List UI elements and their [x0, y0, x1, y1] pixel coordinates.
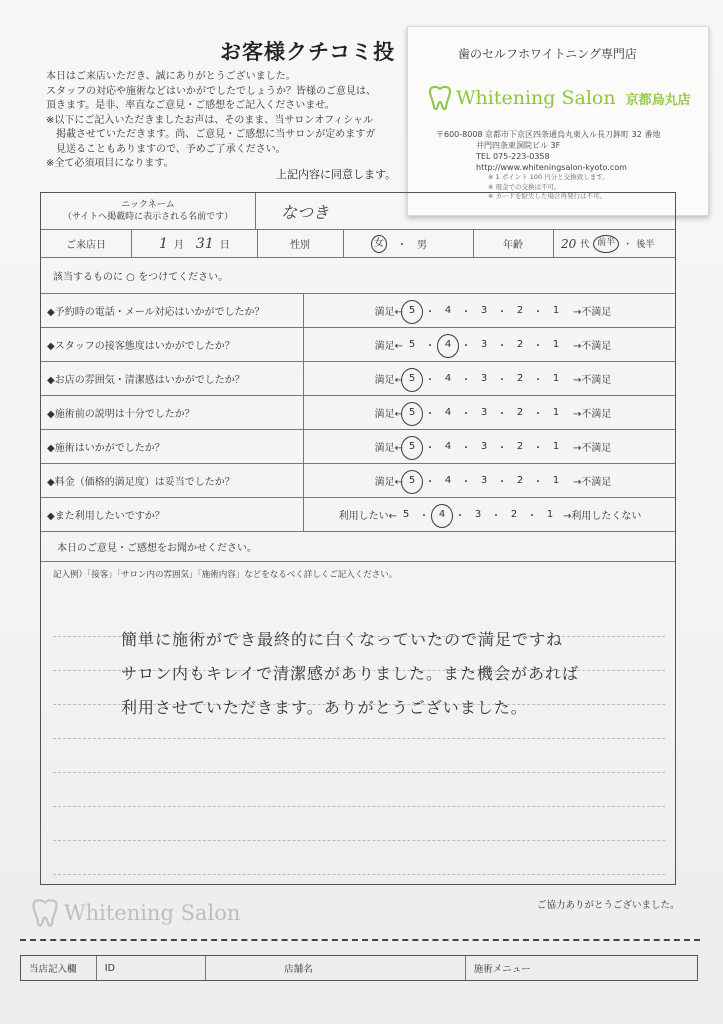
rating-option-4[interactable]: 4	[444, 475, 452, 486]
rating-option-1[interactable]: 1	[552, 407, 560, 418]
rating-option-4[interactable]: 4	[433, 509, 451, 520]
scale-right-label: →不満足	[573, 409, 612, 420]
rating-option-4[interactable]: 4	[444, 407, 452, 418]
rating-option-5[interactable]: 5	[402, 509, 410, 520]
address-line: 〒600-8008 京都市下京区四条通烏丸東入ル長刀鉾町 32 番地	[436, 130, 661, 139]
age-value: 20	[561, 236, 577, 251]
scale-left-label: 満足←	[374, 477, 403, 488]
intro-line: ※全て必須項目になります。	[46, 158, 174, 169]
intro-line: 本日はご来店いただき、誠にありがとうございました。	[46, 71, 296, 82]
rating-option-1[interactable]: 1	[546, 509, 554, 520]
nickname-row	[41, 193, 675, 229]
instruction-row	[41, 257, 675, 293]
office-menu[interactable]: 施術メニュー	[473, 964, 531, 975]
question-text: ◆予約時の電話・メール対応はいかがでしたか？	[47, 307, 265, 318]
age-choice[interactable]	[561, 230, 677, 257]
card-address	[436, 129, 696, 173]
rating-option-5[interactable]: 5	[408, 339, 416, 350]
intro-line: ※以下にご記入いただきましたお声は、そのまま、当サロンオフィシャル	[46, 114, 374, 126]
rating-option-2[interactable]: 2	[516, 441, 524, 452]
gender-female: 女	[371, 235, 387, 253]
thanks-text: ご協力ありがとうございました。	[537, 900, 680, 911]
question-row	[41, 429, 675, 463]
rating-option-1[interactable]: 1	[552, 475, 560, 486]
scale-right-label: →不満足	[573, 375, 612, 386]
visit-label: ご来店日	[66, 240, 106, 251]
scale-left-label: 満足←	[374, 443, 403, 454]
comment-heading: 本日のご意見・ご感想をお聞かせください。	[57, 543, 257, 554]
tooth-icon	[28, 898, 62, 928]
visit-month: 1	[159, 235, 168, 252]
scale-right-label: →不満足	[573, 341, 612, 352]
comment-text[interactable]	[121, 623, 661, 725]
address-line: 井門四条東洞院ビル 3F	[476, 141, 561, 150]
question-row	[41, 293, 675, 327]
intro-text	[46, 70, 416, 172]
nickname-label-title: ニックネーム	[121, 200, 175, 210]
rating-option-2[interactable]: 2	[516, 305, 524, 316]
question-text: ◆スタッフの接客態度はいかがでしたか？	[47, 341, 235, 352]
visit-day-unit: 日	[219, 240, 230, 251]
question-text: ◆施術前の説明は十分でしたか？	[47, 409, 195, 420]
age-first-half: 前半	[593, 235, 619, 253]
card-tagline: 歯のセルフホワイトニング専門店	[458, 47, 637, 61]
scale-left-label: 満足←	[374, 341, 403, 352]
scale-right-label: →不満足	[573, 307, 612, 318]
visit-month-unit: 月	[173, 240, 184, 251]
gender-separator: ・	[397, 240, 407, 251]
instruction-text: 該当するものに ○ をつけてください。	[53, 272, 229, 283]
rating-option-2[interactable]: 2	[516, 407, 524, 418]
rating-option-4[interactable]: 4	[444, 441, 452, 452]
rating-option-3[interactable]: 3	[480, 441, 488, 452]
divider	[255, 193, 256, 229]
comment-line: 利用させていただきます。ありがとうございました。	[121, 698, 528, 717]
intro-line: 見送ることもありますので、予めご了承ください。	[46, 143, 286, 155]
tooth-icon	[426, 85, 454, 111]
rating-scale[interactable]: 満足← 5 ・ 4 ・ 3 ・ 2 ・ 1 →不満足	[303, 294, 677, 327]
age-unit: 代	[580, 240, 590, 250]
footer-brand: Whitening Salon	[64, 901, 241, 925]
nickname-label-note: （サイトへ掲載時に表示される名前です）	[62, 212, 234, 222]
question-row	[41, 327, 675, 361]
info-row	[41, 229, 675, 257]
rating-option-3[interactable]: 3	[480, 339, 488, 350]
divider	[343, 230, 344, 257]
age-separator: ・	[623, 240, 633, 250]
age-second-half: 後半	[636, 240, 655, 250]
nickname-value[interactable]: なつき	[281, 202, 330, 222]
card-brand: Whitening Salon	[456, 87, 616, 109]
rating-option-2[interactable]: 2	[510, 509, 518, 520]
address-line: TEL 075-223-0358	[476, 152, 550, 161]
rating-scale[interactable]: 利用したい← 5 ・ 4 ・ 3 ・ 2 ・ 1 →利用したくない	[303, 498, 677, 531]
comment-example: 記入例）「接客」「サロン内の雰囲気」「施術内容」などをなるべく詳しくご記入ください。	[53, 570, 398, 580]
scale-right-label: →不満足	[573, 477, 612, 488]
age-label: 年齢	[503, 240, 523, 251]
office-store[interactable]: 店舗名	[276, 956, 465, 980]
rating-option-4[interactable]: 4	[444, 373, 452, 384]
intro-line: 頂きます。是非、率直なご意見・ご感想をご記入くださいませ。	[46, 100, 335, 111]
rating-option-2[interactable]: 2	[516, 475, 524, 486]
gender-label: 性別	[290, 240, 310, 251]
rating-option-5[interactable]: 5	[403, 407, 421, 418]
comment-line: サロン内もキレイで清潔感がありました。また機会があれば	[121, 664, 580, 683]
rating-option-1[interactable]: 1	[552, 373, 560, 384]
rating-option-3[interactable]: 3	[480, 373, 488, 384]
question-row	[41, 395, 675, 429]
rating-option-1[interactable]: 1	[552, 339, 560, 350]
address-line: http://www.whiteningsalon-kyoto.com	[476, 163, 627, 172]
rating-option-1[interactable]: 1	[552, 305, 560, 316]
question-text: ◆料金（価格的満足度）は妥当でしたか？	[47, 477, 235, 488]
rating-scale[interactable]: 満足← 5 ・ 4 ・ 3 ・ 2 ・ 1 →不満足	[303, 396, 677, 429]
rating-option-2[interactable]: 2	[516, 339, 524, 350]
office-id[interactable]: ID	[97, 956, 207, 980]
rating-option-5[interactable]: 5	[403, 475, 421, 486]
scale-left-label: 満足←	[374, 409, 403, 420]
scale-right-label: →不満足	[573, 443, 612, 454]
rating-option-3[interactable]: 3	[480, 305, 488, 316]
rating-option-3[interactable]: 3	[474, 509, 482, 520]
note-line: ※ カードを紛失した場合再発行は不可。	[488, 192, 607, 200]
footer-logo	[28, 898, 240, 928]
scale-right-label: →利用したくない	[563, 511, 642, 522]
rating-scale[interactable]: 満足← 5 ・ 4 ・ 3 ・ 2 ・ 1 →不満足	[303, 328, 677, 361]
visit-day: 31	[195, 235, 214, 252]
note-line: ※ 1 ポイント 100 円分と交換致します。	[488, 173, 609, 181]
divider	[131, 230, 132, 257]
scale-left-label: 利用したい←	[338, 511, 397, 522]
scale-left-label: 満足←	[374, 307, 403, 318]
comment-line: 簡単に施術ができ最終的に白くなっていたので満足ですね	[121, 630, 564, 649]
question-row	[41, 497, 675, 531]
intro-line: スタッフの対応や施術などはいかがでしたでしょうか？皆様のご意見は、	[46, 85, 376, 97]
note-line: ※ 現金での交換は不可。	[488, 182, 561, 191]
card-branch: 京都烏丸店	[625, 92, 691, 108]
question-text: ◆また利用したいですか？	[47, 511, 165, 522]
office-id-value[interactable]	[206, 956, 276, 980]
rating-scale[interactable]: 満足← 5 ・ 4 ・ 3 ・ 2 ・ 1 →不満足	[303, 430, 677, 463]
rating-option-5[interactable]: 5	[403, 373, 421, 384]
rating-option-2[interactable]: 2	[516, 373, 524, 384]
comment-heading-row	[41, 531, 675, 561]
question-row	[41, 361, 675, 395]
rating-option-3[interactable]: 3	[480, 407, 488, 418]
gender-choice[interactable]	[371, 230, 471, 257]
rating-option-5[interactable]: 5	[403, 305, 421, 316]
question-row	[41, 463, 675, 497]
rating-option-4[interactable]: 4	[439, 339, 457, 350]
office-use-box	[20, 955, 698, 981]
rating-option-1[interactable]: 1	[552, 441, 560, 452]
rating-option-5[interactable]: 5	[403, 441, 421, 452]
rating-option-3[interactable]: 3	[480, 475, 488, 486]
agree-text: 上記内容に同意します。	[276, 168, 397, 181]
business-card	[407, 26, 709, 216]
visit-date[interactable]	[159, 230, 259, 257]
rating-scale[interactable]: 満足← 5 ・ 4 ・ 3 ・ 2 ・ 1 →不満足	[303, 464, 677, 497]
gender-male: 男	[417, 240, 427, 251]
rating-option-4[interactable]: 4	[444, 305, 452, 316]
nickname-label	[41, 193, 255, 229]
office-label: 当店記入欄	[21, 956, 97, 980]
page-title: お客様クチコミ投	[220, 40, 396, 64]
divider	[553, 230, 554, 257]
intro-line: 掲載させていただきます。尚、ご意見・ご感想に当サロンが定めますガ	[46, 129, 376, 140]
cut-line	[20, 939, 700, 941]
card-logo	[426, 85, 691, 111]
survey-form	[40, 192, 676, 885]
rating-scale[interactable]: 満足← 5 ・ 4 ・ 3 ・ 2 ・ 1 →不満足	[303, 362, 677, 395]
question-text: ◆施術はいかがでしたか？	[47, 443, 165, 454]
scale-left-label: 満足←	[374, 375, 403, 386]
question-text: ◆お店の雰囲気・清潔感はいかがでしたか？	[47, 375, 245, 386]
